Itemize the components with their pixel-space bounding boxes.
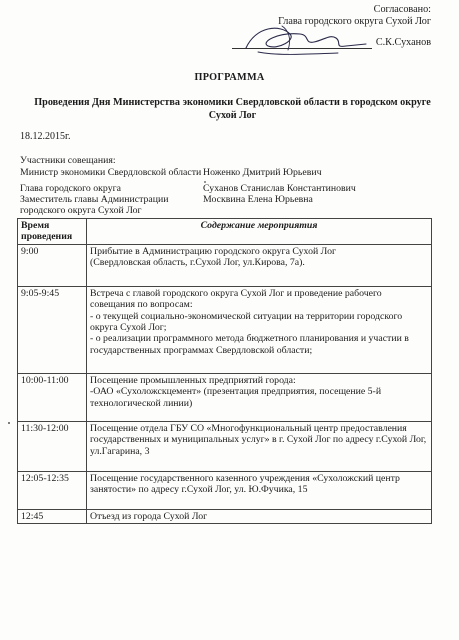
scan-speck [8, 422, 10, 424]
header-content: Содержание мероприятия [87, 219, 432, 245]
table-row [18, 286, 432, 373]
participant-row [20, 183, 440, 216]
row-content: Посещение промышленных предприятий города: -ОАО «Сухоложскцемент» (презентация предприятия, посещение 5-й технологической линии) [87, 373, 432, 421]
row-content: Посещение государственного казенного учреждения «Сухоложский центр занятости» по адресу г.Сухой Лог, ул. Ю.Фучика, 15 [87, 471, 432, 509]
participant-role: Министр экономики Свердловской области [20, 167, 202, 178]
handwritten-signature [238, 20, 378, 60]
row-content: Прибытие в Администрацию городского округа Сухой Лог (Свердловская область, г.Сухой Лог, ул.Кирова, 7а). [87, 244, 432, 286]
document-date: 18.12.2015г. [20, 131, 71, 142]
row-time: 10:00-11:00 [18, 373, 87, 421]
scan-speck [204, 181, 206, 183]
row-time: 9:05-9:45 [18, 286, 87, 373]
row-time: 12:05-12:35 [18, 471, 87, 509]
table-row [18, 244, 432, 286]
row-time: 12:45 [18, 509, 87, 523]
participant-name: Ноженко Дмитрий Юрьевич [203, 167, 322, 178]
participant-role: Глава городского округа Заместитель главы Администрации городского округа Сухой Лог [20, 183, 169, 216]
document-title: ПРОГРАММА [194, 72, 265, 83]
row-time: 9:00 [18, 244, 87, 286]
program-table [17, 218, 432, 524]
table-row [18, 373, 432, 421]
table-row [18, 509, 432, 523]
participant-name: Суханов Станислав Константинович Москвина Елена Юрьевна [203, 183, 356, 205]
participants-header: Участники совещания: [20, 155, 116, 166]
approval-signer: С.К.Суханов [375, 37, 431, 48]
approval-position: Глава городского округа Сухой Лог [278, 16, 431, 27]
approval-label: Согласовано: [373, 4, 431, 15]
document-subtitle: Проведения Дня Министерства экономики Свердловской области в городском округе Сухой Лог [34, 97, 431, 121]
header-time: Время проведения [18, 219, 87, 245]
participants-block [20, 155, 440, 221]
table-header-row [18, 219, 432, 245]
table-row [18, 421, 432, 471]
row-content: Посещение отдела ГБУ СО «Многофункциональный центр предоставления государственных и муниципальных услуг» в г. Сухой Лог по адресу г.Сухой Лог, ул.Гагарина, 3 [87, 421, 432, 471]
row-content: Встреча с главой городского округа Сухой Лог и проведение рабочего совещания по вопросам: - о текущей социально-экономической ситуации на территории городского округа Сухой Лог; - о реализации программного метода бюджетного планирования и участии в государственных программах Свердловской области; [87, 286, 432, 373]
participant-row [20, 167, 440, 178]
row-time: 11:30-12:00 [18, 421, 87, 471]
table-row [18, 471, 432, 509]
row-content: Отъезд из города Сухой Лог [87, 509, 432, 523]
